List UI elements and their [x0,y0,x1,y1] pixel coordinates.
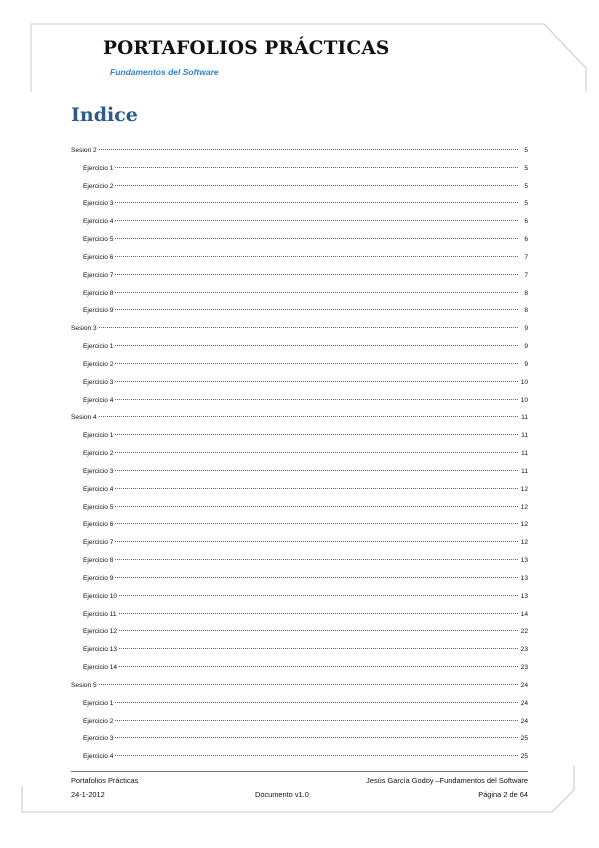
toc-dot-leader [115,256,518,257]
toc-dot-leader [115,523,518,524]
toc-dot-leader [115,220,518,221]
footer-date: 24-1-2012 [71,790,105,799]
toc-entry[interactable] [71,481,528,499]
toc-entry-label: Ejercicio 1 [83,164,114,172]
toc-entry[interactable] [71,392,528,410]
toc-entry-page: 13 [520,557,528,565]
toc-dot-leader [115,292,518,293]
toc-entry[interactable] [71,730,528,748]
toc-entry-page: 12 [520,485,528,493]
footer-author: Jesús García Godoy –Fundamentos del Software [366,776,528,785]
toc-entry-label: Ejercicio 8 [83,289,114,297]
toc-entry-page: 5 [524,200,528,208]
toc-entry-page: 12 [520,521,528,529]
toc-entry-label: Ejercicio 13 [83,646,118,654]
toc-entry-page: 11 [521,414,528,422]
toc-entry-label: Sesion 4 [71,414,97,422]
toc-dot-leader [115,381,518,382]
toc-dot-leader [115,488,518,489]
toc-dot-leader [115,399,518,400]
toc-dot-leader [115,185,518,186]
toc-entry-page: 9 [524,325,528,333]
toc-dot-leader [115,309,518,310]
toc-entry-page: 6 [524,236,528,244]
toc-entry-page: 11 [521,432,528,440]
toc-entry[interactable] [71,552,528,570]
toc-entry[interactable] [71,516,528,534]
toc-entry-page: 12 [520,503,528,511]
toc-entry-label: Ejercicio 4 [83,218,114,226]
toc-dot-leader [115,274,518,275]
toc-entry-label: Ejercicio 14 [83,664,118,672]
toc-entry-page: 24 [520,717,528,725]
toc-entry-page: 24 [520,699,528,707]
footer-divider [71,771,528,772]
toc-entry[interactable] [71,302,528,320]
toc-entry-label: Ejercicio 2 [83,360,114,368]
toc-entry[interactable] [71,249,528,267]
toc-entry[interactable] [71,695,528,713]
footer-version: Documento v1.0 [255,790,309,799]
footer-doc-name: Portafolios Prácticas [71,776,139,785]
toc-entry-label: Ejercicio 2 [83,717,114,725]
toc-entry-page: 13 [520,574,528,582]
toc-heading: Indice [71,104,138,126]
toc-entry-label: Ejercicio 1 [83,699,114,707]
toc-entry[interactable] [71,445,528,463]
toc-entry-page: 10 [520,396,528,404]
toc-entry-label: Ejercicio 10 [83,592,118,600]
toc-dot-leader [99,149,518,150]
toc-entry[interactable] [71,285,528,303]
toc-entry[interactable] [71,588,528,606]
toc-dot-leader [115,363,518,364]
toc-entry[interactable] [71,641,528,659]
toc-entry-label: Ejercicio 2 [83,450,114,458]
toc-dot-leader [99,327,518,328]
toc-entry[interactable] [71,231,528,249]
toc-entry-page: 25 [520,753,528,761]
toc-dot-leader [119,666,518,667]
toc-entry-page: 5 [524,164,528,172]
toc-entry[interactable] [71,213,528,231]
toc-dot-leader [115,452,518,453]
toc-entry[interactable] [71,142,528,160]
toc-entry-label: Ejercicio 1 [83,432,114,440]
toc-entry[interactable] [71,267,528,285]
toc-entry-label: Ejercicio 6 [83,521,114,529]
toc-entry-page: 13 [520,592,528,600]
toc-entry-page: 8 [524,289,528,297]
toc-dot-leader [115,506,518,507]
toc-entry-label: Ejercicio 3 [83,467,114,475]
toc-dot-leader [115,755,518,756]
toc-dot-leader [115,577,518,578]
toc-entry-label: Ejercicio 4 [83,396,114,404]
toc-entry[interactable] [71,534,528,552]
toc-entry[interactable] [71,178,528,196]
toc-entry-page: 23 [520,664,528,672]
toc-entry-page: 10 [520,378,528,386]
toc-entry-label: Sesion 5 [71,681,97,689]
toc-entry-label: Ejercicio 9 [83,307,114,315]
toc-entry[interactable] [71,356,528,374]
toc-dot-leader [115,238,518,239]
toc-entry-page: 23 [520,646,528,654]
toc-dot-leader [119,648,518,649]
toc-entry-page: 7 [524,271,528,279]
toc-entry[interactable] [71,195,528,213]
toc-dot-leader [115,737,518,738]
toc-entry[interactable] [71,427,528,445]
toc-dot-leader [115,434,518,435]
toc-entry[interactable] [71,409,528,427]
toc-dot-leader [119,595,518,596]
toc-entry-label: Ejercicio 8 [83,557,114,565]
toc-entry-label: Ejercicio 11 [83,610,117,618]
toc-dot-leader [119,630,518,631]
toc-entry-page: 11 [521,467,528,475]
toc-entry[interactable] [71,499,528,517]
footer-page-number: Página 2 de 64 [478,790,528,799]
toc-entry-page: 24 [520,681,528,689]
toc-entry-page: 5 [524,182,528,190]
toc-entry-page: 6 [524,218,528,226]
toc-entry-page: 22 [520,628,528,636]
toc-entry[interactable] [71,463,528,481]
toc-entry[interactable] [71,374,528,392]
toc-dot-leader [115,345,518,346]
toc-entry[interactable] [71,677,528,695]
toc-dot-leader [115,202,518,203]
toc-entry-page: 14 [520,610,528,618]
toc-dot-leader [115,541,518,542]
toc-entry-label: Ejercicio 7 [83,271,114,279]
toc-entry-page: 12 [520,539,528,547]
toc-entry-label: Ejercicio 5 [83,503,114,511]
toc-entry[interactable] [71,606,528,624]
toc-entry-label: Ejercicio 4 [83,753,114,761]
toc-entry-label: Ejercicio 1 [83,343,114,351]
toc-entry[interactable] [71,338,528,356]
toc-entry-label: Ejercicio 3 [83,378,114,386]
toc-entry-page: 25 [520,735,528,743]
toc-dot-leader [99,684,518,685]
toc-entry-label: Ejercicio 7 [83,539,114,547]
toc-entry[interactable] [71,160,528,178]
toc-dot-leader [99,416,518,417]
toc-entry-page: 9 [524,343,528,351]
toc-dot-leader [115,470,518,471]
toc-entry-page: 11 [521,450,528,458]
toc-entry-label: Ejercicio 6 [83,253,114,261]
toc-entry-label: Ejercicio 12 [83,628,118,636]
toc-entry-label: Sesion 2 [71,147,97,154]
toc-entry-page: 7 [524,253,528,261]
toc-entry-label: Ejercicio 5 [83,236,114,244]
toc-dot-leader [115,559,518,560]
document-title: PORTAFOLIOS PRÁCTICAS [103,38,390,59]
toc-entry[interactable] [71,570,528,588]
toc-entry[interactable] [71,659,528,677]
toc-entry[interactable] [71,713,528,731]
toc-entry[interactable] [71,623,528,641]
table-of-contents [71,142,528,766]
toc-entry-label: Ejercicio 3 [83,200,114,208]
toc-dot-leader [115,702,518,703]
toc-entry-label: Ejercicio 2 [83,182,114,190]
toc-entry-label: Ejercicio 3 [83,735,114,743]
toc-dot-leader [115,167,518,168]
toc-dot-leader [115,720,518,721]
toc-entry-label: Ejercicio 4 [83,485,114,493]
toc-entry-label: Ejercicio 9 [83,574,114,582]
document-subtitle: Fundamentos del Software [110,67,219,77]
toc-entry-page: 8 [524,307,528,315]
toc-entry-page: 9 [524,360,528,368]
toc-entry-page: 5 [524,147,528,154]
toc-dot-leader [119,613,518,614]
toc-entry[interactable] [71,320,528,338]
toc-entry-label: Sesion 3 [71,325,97,333]
